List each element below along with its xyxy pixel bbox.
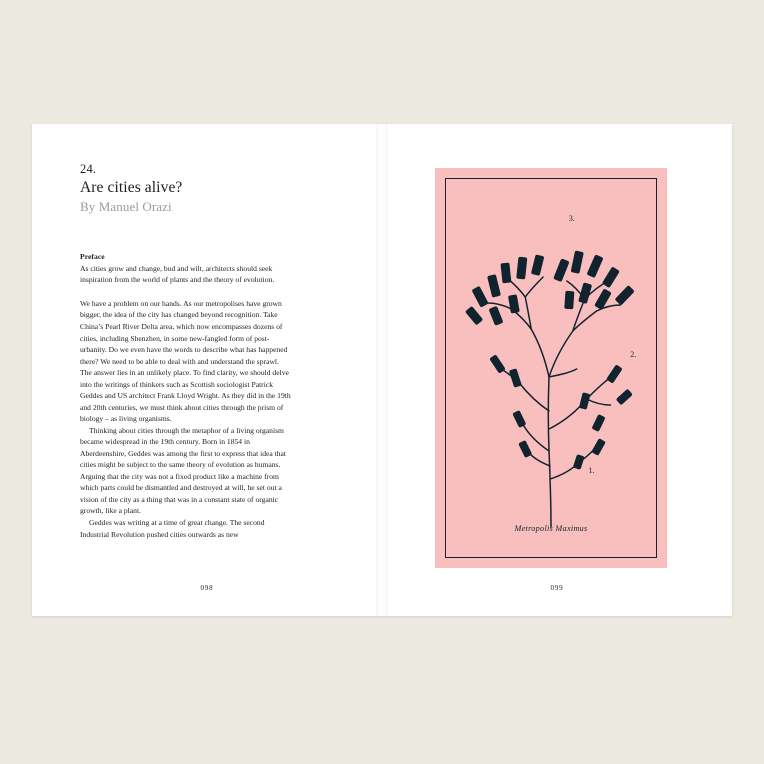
body-paragraph-1: We have a problem on our hands. As our metropolises have grown bigger, the idea of the city has changed beyond recognition. Take China’s Pearl River Delta area, which now encompasses dozens of cities, including Shenzhen, in some new-fangled form of post-urbanity. Do we even have the words to describe what has happened there? We need to be able to deal with and understand the sprawl. The answer lies in an unlikely place. To find clarity, we should delve into the writings of thinkers such as Scottish sociologist Patrick Geddes and US architect Frank Lloyd Wright. As they did in the 19th and 20th centuries, we must think about cities through the prism of biology – as living organisms. [80, 298, 291, 424]
chapter-number: 24. [80, 162, 97, 176]
illustration-caption: Metropolis Maximus [514, 524, 588, 533]
folio-right: 099 [550, 584, 564, 592]
body-column [80, 251, 292, 540]
book-spread [32, 124, 732, 616]
chapter-heading [80, 162, 340, 215]
page-left [32, 124, 382, 616]
illustration-label-2: 2. [630, 349, 637, 360]
illustration-label-1: 1. [588, 465, 595, 476]
chapter-author: By Manuel Orazi [80, 199, 172, 215]
preface-text: As cities grow and change, bud and wilt, architects should seek inspiration from the world of plants and the theory of evolution. [80, 263, 275, 285]
page-title: Are cities alive? [80, 178, 183, 196]
illustration-plate [435, 168, 667, 568]
illustration-label-3: 3. [568, 213, 575, 224]
city-tree-icon [446, 179, 656, 557]
folio-left: 098 [200, 584, 214, 592]
page-right [382, 124, 732, 616]
body-paragraph-2: Thinking about cities through the metaphor of a living organism became widespread in the 19th century. Born in 1854 in Aberdeenshire, Geddes was among the first to express that idea that cities might be subject to the same theory of evolution as humans. Arguing that the city was not a fixed product like a machine from which parts could be dismantled and destroyed at will, he set out a vision of the city as a thing that was in a constant state of organic growth, like a plant. [80, 425, 287, 516]
preface-label: Preface [80, 252, 105, 262]
illustration-frame [445, 178, 657, 558]
body-paragraph-3: Geddes was writing at a time of great change. The second Industrial Revolution pushed cities outwards as new [80, 518, 265, 539]
